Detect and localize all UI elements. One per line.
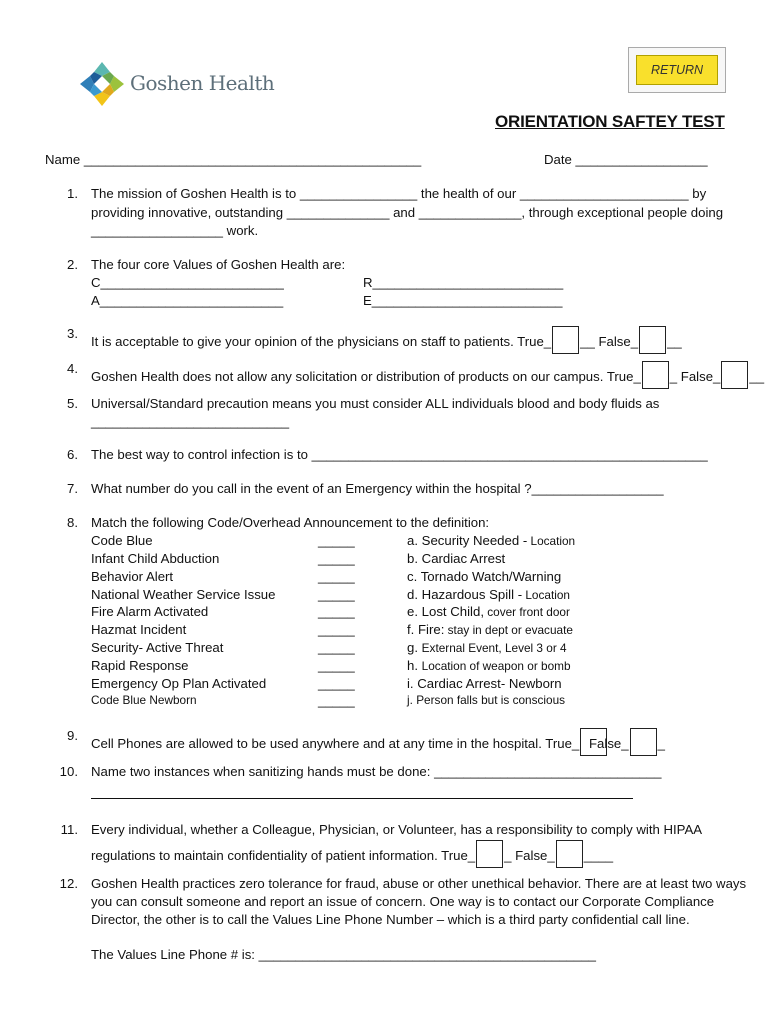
q11-trailing: ____ — [583, 848, 614, 863]
q1-line-3: __________________ work. — [91, 223, 259, 238]
code-item: Behavior Alert — [91, 569, 174, 584]
q5-line-1: Universal/Standard precaution means you must consider ALL individuals blood and body fluids as — [91, 396, 660, 411]
code-item: Fire Alarm Activated — [91, 604, 209, 619]
q4-trailing: __ — [749, 369, 765, 384]
definition-item — [407, 604, 570, 619]
return-button[interactable]: RETURN — [636, 55, 718, 85]
q4-text: Goshen Health does not allow any solicitation or distribution of products on our campus. True_ — [91, 369, 641, 384]
definition-item — [407, 693, 565, 707]
code-answer-blank[interactable]: _____ — [318, 587, 355, 602]
definition-text: Tornado Watch/Warning — [420, 569, 562, 584]
q9-false-label: False_ — [589, 736, 629, 751]
code-answer-blank[interactable]: _____ — [318, 533, 355, 548]
question-number: 6. — [67, 447, 78, 462]
return-button-frame — [628, 47, 726, 93]
code-item: National Weather Service Issue — [91, 587, 276, 602]
q1-line-2: providing innovative, outstanding ______________ and ______________, through exceptional people doing — [91, 205, 724, 220]
q11-line-2: regulations to maintain confidentiality of patient information. True_ — [91, 848, 476, 863]
definition-text: Security Needed - — [421, 533, 528, 548]
q2-prompt: The four core Values of Goshen Health are: — [91, 257, 346, 272]
false-checkbox[interactable] — [721, 361, 748, 389]
logo-mark-icon — [80, 62, 124, 106]
definition-letter: c. — [407, 569, 418, 584]
q7-text[interactable]: What number do you call in the event of an Emergency within the hospital ?__________________ — [91, 481, 664, 496]
values-line-phone-field[interactable]: The Values Line Phone # is: ______________________________________________ — [91, 947, 597, 962]
code-item: Security- Active Threat — [91, 640, 224, 655]
q6-text[interactable]: The best way to control infection is to ______________________________________________________ — [91, 447, 708, 462]
definition-item — [407, 551, 505, 566]
q10-text[interactable]: Name two instances when sanitizing hands must be done: _______________________________ — [91, 764, 662, 779]
code-item: Rapid Response — [91, 658, 189, 673]
code-item: Code Blue Newborn — [91, 693, 197, 707]
definition-note: Location — [527, 534, 576, 548]
code-answer-blank[interactable]: _____ — [318, 676, 355, 691]
q4-false-label: _ False_ — [669, 369, 721, 384]
question-number: 3. — [67, 326, 78, 341]
definition-text: Cardiac Arrest- Newborn — [417, 676, 562, 691]
code-answer-blank[interactable]: _____ — [318, 640, 355, 655]
q5-answer-field[interactable]: ___________________________ — [91, 414, 290, 429]
value-e-field[interactable]: E__________________________ — [363, 293, 563, 308]
question-number: 12. — [59, 876, 78, 891]
definition-letter: f. — [407, 622, 415, 637]
definition-note: Location — [522, 588, 570, 602]
definition-item — [407, 622, 573, 637]
true-checkbox[interactable] — [642, 361, 669, 389]
code-item: Hazmat Incident — [91, 622, 187, 637]
q11-line-1: Every individual, whether a Colleague, Physician, or Volunteer, has a responsibility to comply with HIPAA — [91, 822, 703, 837]
question-number: 4. — [67, 361, 78, 376]
question-number: 1. — [67, 186, 78, 201]
q9-text: Cell Phones are allowed to be used anywhere and at any time in the hospital. True_ — [91, 736, 580, 751]
q3-false-label: __ False_ — [580, 334, 639, 349]
definition-letter: h. — [407, 658, 418, 673]
definition-note: cover front door — [483, 605, 570, 619]
definition-letter: b. — [407, 551, 418, 566]
true-checkbox[interactable] — [476, 840, 503, 868]
false-checkbox[interactable] — [639, 326, 666, 354]
question-number: 2. — [67, 257, 78, 272]
name-field[interactable]: Name ______________________________________________ — [45, 152, 422, 167]
value-a-field[interactable]: A_________________________ — [91, 293, 284, 308]
false-checkbox[interactable] — [630, 728, 657, 756]
definition-text: Cardiac Arrest — [421, 551, 506, 566]
value-r-field[interactable]: R__________________________ — [363, 275, 564, 290]
code-answer-blank[interactable]: _____ — [318, 569, 355, 584]
q11-false-label: _ False_ — [504, 848, 555, 863]
date-field[interactable]: Date __________________ — [544, 152, 708, 167]
definition-item — [407, 676, 562, 691]
q12-line-1: Goshen Health practices zero tolerance for fraud, abuse or other unethical behavior. There are at least two ways — [91, 876, 747, 891]
question-number: 11. — [60, 822, 78, 837]
q8-intro: Match the following Code/Overhead Announcement to the definition: — [91, 515, 490, 530]
definition-note: stay in dept or evacuate — [444, 623, 573, 637]
definition-item — [407, 569, 561, 584]
definition-letter: e. — [407, 604, 418, 619]
definition-letter: i. — [407, 676, 414, 691]
code-answer-blank[interactable]: _____ — [318, 551, 355, 566]
definition-item — [407, 533, 575, 548]
q9-trailing: _ — [657, 736, 665, 751]
definition-text: Hazardous Spill - — [421, 587, 523, 602]
code-answer-blank[interactable]: _____ — [318, 658, 355, 673]
true-checkbox[interactable] — [552, 326, 579, 354]
q1-line-1: The mission of Goshen Health is to ________________ the health of our _______________________ by — [91, 186, 707, 201]
question-number: 8. — [67, 515, 78, 530]
code-item: Code Blue — [91, 533, 153, 548]
definition-item — [407, 640, 567, 655]
logo-text: Goshen Health — [130, 71, 275, 95]
definition-text: Fire: — [418, 622, 445, 637]
definition-note: External Event, Level 3 or 4 — [421, 641, 567, 655]
value-c-field[interactable]: C_________________________ — [91, 275, 284, 290]
definition-letter: j. — [407, 693, 413, 707]
q3-text: It is acceptable to give your opinion of the physicians on staff to patients. True_ — [91, 334, 552, 349]
definition-note: Person falls but is conscious — [416, 693, 566, 707]
definition-letter: g. — [407, 640, 418, 655]
code-answer-blank[interactable]: _____ — [318, 622, 355, 637]
code-answer-blank[interactable]: _____ — [318, 693, 355, 708]
q3-trailing: __ — [667, 334, 682, 349]
definition-letter: a. — [407, 533, 418, 548]
definition-note: Location of weapon or bomb — [421, 659, 571, 673]
definition-item — [407, 587, 570, 602]
question-number: 5. — [67, 396, 78, 411]
question-number: 10. — [59, 764, 78, 779]
definition-text: Lost Child, — [421, 604, 484, 619]
code-item: Emergency Op Plan Activated — [91, 676, 267, 691]
false-checkbox[interactable] — [556, 840, 583, 868]
page-title: ORIENTATION SAFTEY TEST — [495, 112, 725, 131]
code-answer-blank[interactable]: _____ — [318, 604, 355, 619]
definition-letter: d. — [407, 587, 418, 602]
q12-line-2: you can consult someone and report an issue of concern. One way is to contact our Corporate Compliance — [91, 894, 715, 909]
code-item: Infant Child Abduction — [91, 551, 220, 566]
question-number: 9. — [67, 728, 78, 743]
definition-item — [407, 658, 571, 673]
q10-answer-line[interactable] — [91, 797, 633, 799]
q12-line-3: Director, the other is to call the Values Line Phone Number – which is a third party confidential call line. — [91, 912, 690, 927]
question-number: 7. — [67, 481, 78, 496]
